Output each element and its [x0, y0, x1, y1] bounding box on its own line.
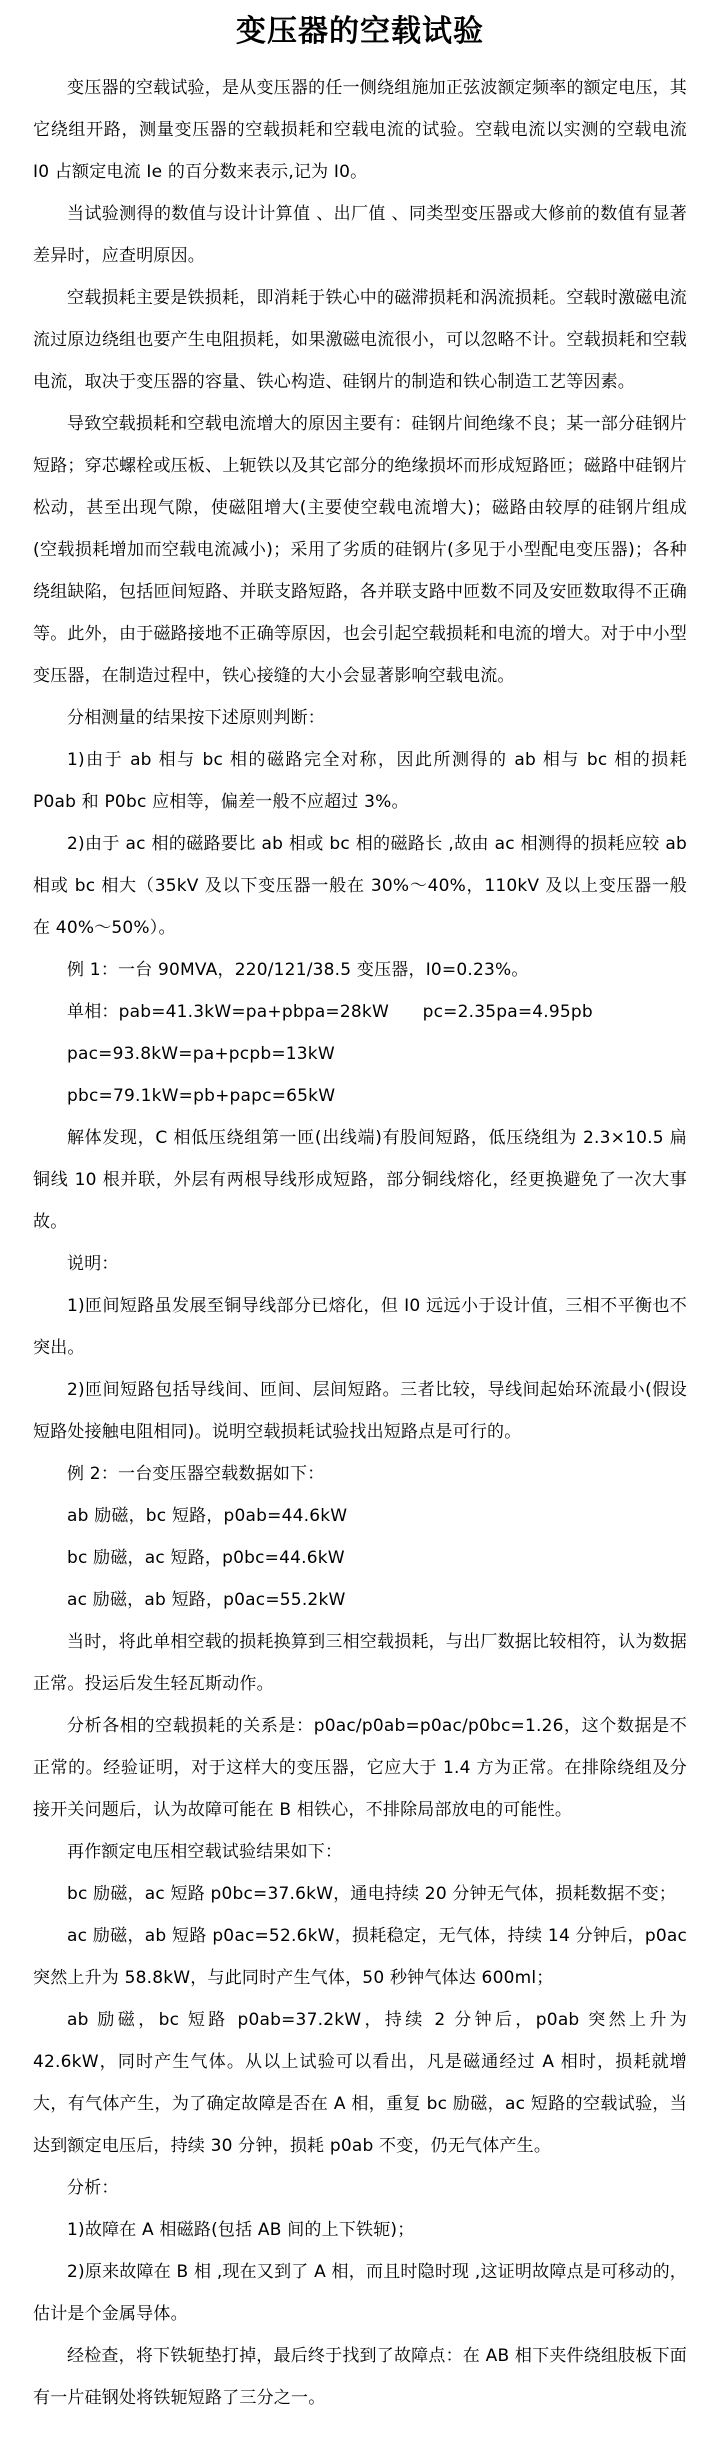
paragraph-example1-heading: 例 1：一台 90MVA，220/121/38.5 变压器，I0=0.23%。: [67, 959, 529, 980]
formula-single-phase: 单相：pab=41.3kW=pa+pbpa=28kW pc=2.35pa=4.95pb: [67, 1001, 593, 1022]
paragraph-phase-judgement-heading: 分相测量的结果按下述原则判断：: [67, 707, 325, 728]
paragraph-conclusion: 经检查，将下铁轭垫打掉，最后终于找到了故障点：在 AB 相下夹件绕组肢板下面有一片硅钢处将铁轭短路了三分之一。: [33, 2345, 687, 2408]
paragraph-note-2: 2)匝间短路包括导线间、匝间、层间短路。三者比较，导线间起始环流最小(假设短路处接触电阻相同)。说明空载损耗试验找出短路点是可行的。: [33, 1379, 687, 1442]
paragraph-example2-heading: 例 2：一台变压器空载数据如下：: [67, 1463, 325, 1484]
formula-pac: pac=93.8kW=pa+pcpb=13kW: [67, 1043, 335, 1064]
paragraph-initial-judgement: 当时，将此单相空载的损耗换算到三相空载损耗，与出厂数据比较相符，认为数据正常。投运后发生轻瓦斯动作。: [33, 1631, 687, 1694]
page-title: 变压器的空载试验: [236, 14, 484, 49]
paragraph-rule-2: 2)由于 ac 相的磁路要比 ab 相或 bc 相的磁路长 ,故由 ac 相测得的损耗应较 ab 相或 bc 相大（35kV 及以下变压器一般在 30%～40%，110kV 及以上变压器一般在 40%～50%）。: [33, 833, 687, 938]
retest-line-bc: bc 励磁，ac 短路 p0bc=37.6kW，通电持续 20 分钟无气体，损耗数据不变；: [67, 1883, 677, 1904]
paragraph-rule-1: 1)由于 ab 相与 bc 相的磁路完全对称，因此所测得的 ab 相与 bc 相的损耗 P0ab 和 P0bc 应相等，偏差一般不应超过 3%。: [33, 749, 687, 812]
paragraph-disassembly-finding: 解体发现，C 相低压绕组第一匝(出线端)有股间短路，低压绕组为 2.3×10.5 扁铜线 10 根并联，外层有两根导线形成短路，部分铜线熔化，经更换避免了一次大事故。: [33, 1127, 687, 1232]
paragraph-intro: 变压器的空载试验，是从变压器的任一侧绕组施加正弦波额定频率的额定电压，其它绕组开路，测量变压器的空载损耗和空载电流的试验。空载电流以实测的空载电流 I0 占额定电流 Ie 的百分数来表示,记为 I0。: [33, 77, 687, 182]
data-line-bc: bc 励磁，ac 短路，p0bc=44.6kW: [67, 1547, 345, 1568]
analysis-point-2: 2)原来故障在 B 相 ,现在又到了 A 相，而且时隐时现 ,这证明故障点是可移动的，估计是个金属导体。: [33, 2261, 687, 2324]
paragraph-note-heading: 说明：: [67, 1253, 119, 1274]
paragraph-loss-ratio-analysis: 分析各相的空载损耗的关系是：p0ac/p0ab=p0ac/p0bc=1.26，这个数据是不正常的。经验证明，对于这样大的变压器，它应大于 1.4 方为正常。在排除绕组及分接开关问题后，认为故障可能在 B 相铁心，不排除局部放电的可能性。: [33, 1715, 687, 1820]
data-line-ac: ac 励磁，ab 短路，p0ac=55.2kW: [67, 1589, 346, 1610]
retest-line-ac: ac 励磁，ab 短路 p0ac=52.6kW，损耗稳定，无气体，持续 14 分钟后，p0ac 突然上升为 58.8kW，与此同时产生气体，50 秒钟气体达 600ml；: [33, 1925, 687, 1988]
paragraph-retest-heading: 再作额定电压相空载试验结果如下：: [67, 1841, 343, 1862]
paragraph-iron-loss: 空载损耗主要是铁损耗，即消耗于铁心中的磁滞损耗和涡流损耗。空载时激磁电流流过原边绕组也要产生电阻损耗，如果激磁电流很小，可以忽略不计。空载损耗和空载电流，取决于变压器的容量、铁心构造、硅钢片的制造和铁心制造工艺等因素。: [33, 287, 687, 392]
paragraph-deviation-note: 当试验测得的数值与设计计算值 、出厂值 、同类型变压器或大修前的数值有显著差异时，应查明原因。: [33, 203, 687, 266]
paragraph-analysis-heading: 分析：: [67, 2177, 119, 2198]
formula-pbc: pbc=79.1kW=pb+papc=65kW: [67, 1085, 336, 1106]
document-body: [33, 67, 687, 2419]
paragraph-causes: 导致空载损耗和空载电流增大的原因主要有：硅钢片间绝缘不良；某一部分硅钢片短路；穿芯螺栓或压板、上轭铁以及其它部分的绝缘损坏而形成短路匝；磁路中硅钢片松动，甚至出现气隙，使磁阻增大(主要使空载电流增大)；磁路由较厚的硅钢片组成(空载损耗增加而空载电流减小)；采用了劣质的硅钢片(多见于小型配电变压器)；各种绕组缺陷，包括匝间短路、并联支路短路，各并联支路中匝数不同及安匝数取得不正确等。此外，由于磁路接地不正确等原因，也会引起空载损耗和电流的增大。对于中小型变压器，在制造过程中，铁心接缝的大小会显著影响空载电流。: [33, 413, 687, 686]
analysis-point-1: 1)故障在 A 相磁路(包括 AB 间的上下铁轭)；: [67, 2219, 415, 2240]
retest-line-ab: ab 励磁，bc 短路 p0ab=37.2kW，持续 2 分钟后，p0ab 突然上升为 42.6kW，同时产生气体。从以上试验可以看出，凡是磁通经过 A 相时，损耗就增大，有气体产生，为了确定故障是否在 A 相，重复 bc 励磁，ac 短路的空载试验，当达到额定电压后，持续 30 分钟，损耗 p0ab 不变，仍无气体产生。: [33, 2009, 687, 2156]
paragraph-note-1: 1)匝间短路虽发展至铜导线部分已熔化，但 I0 远远小于设计值，三相不平衡也不突出。: [33, 1295, 687, 1358]
data-line-ab: ab 励磁，bc 短路，p0ab=44.6kW: [67, 1505, 348, 1526]
